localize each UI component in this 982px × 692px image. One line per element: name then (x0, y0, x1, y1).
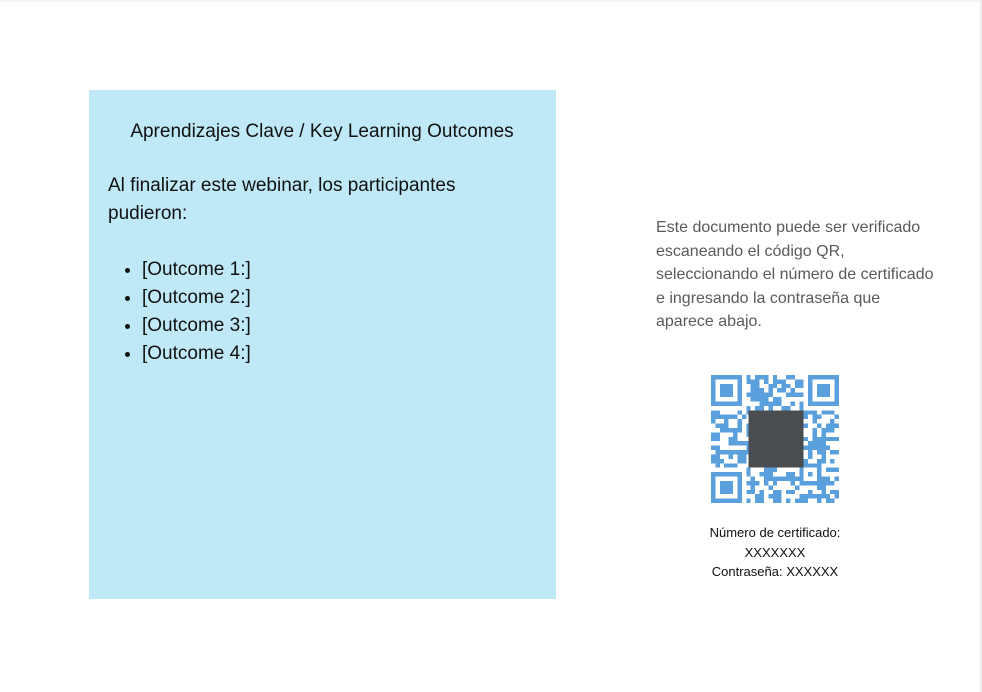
outcomes-list (108, 256, 536, 368)
certificate-password: Contraseña: XXXXXX (711, 564, 839, 579)
verification-instructions: Este documento puede ser verificado escaneando el código QR, seleccionando el número de certificado e ingresando la contraseña que aparece abajo. (656, 219, 934, 330)
qr-code-icon (711, 375, 839, 503)
learning-outcomes-panel (89, 90, 556, 599)
outcome-item: • [Outcome 4:] (142, 340, 536, 368)
outcome-item: • [Outcome 2:] (142, 284, 536, 312)
certificate-number-value: XXXXXXX (744, 544, 806, 560)
outcome-item: • [Outcome 1:] (142, 256, 536, 284)
outcomes-intro: Al finalizar este webinar, los participantes pudieron: (108, 175, 456, 224)
outcome-item: • [Outcome 3:] (142, 312, 536, 340)
certificate-number-label: Número de certificado: (709, 525, 841, 540)
outcomes-title: Aprendizajes Clave / Key Learning Outcomes (130, 121, 514, 142)
qr-code-graphic (711, 375, 839, 503)
page-top-edge (0, 0, 982, 2)
certificate-info (690, 523, 860, 582)
